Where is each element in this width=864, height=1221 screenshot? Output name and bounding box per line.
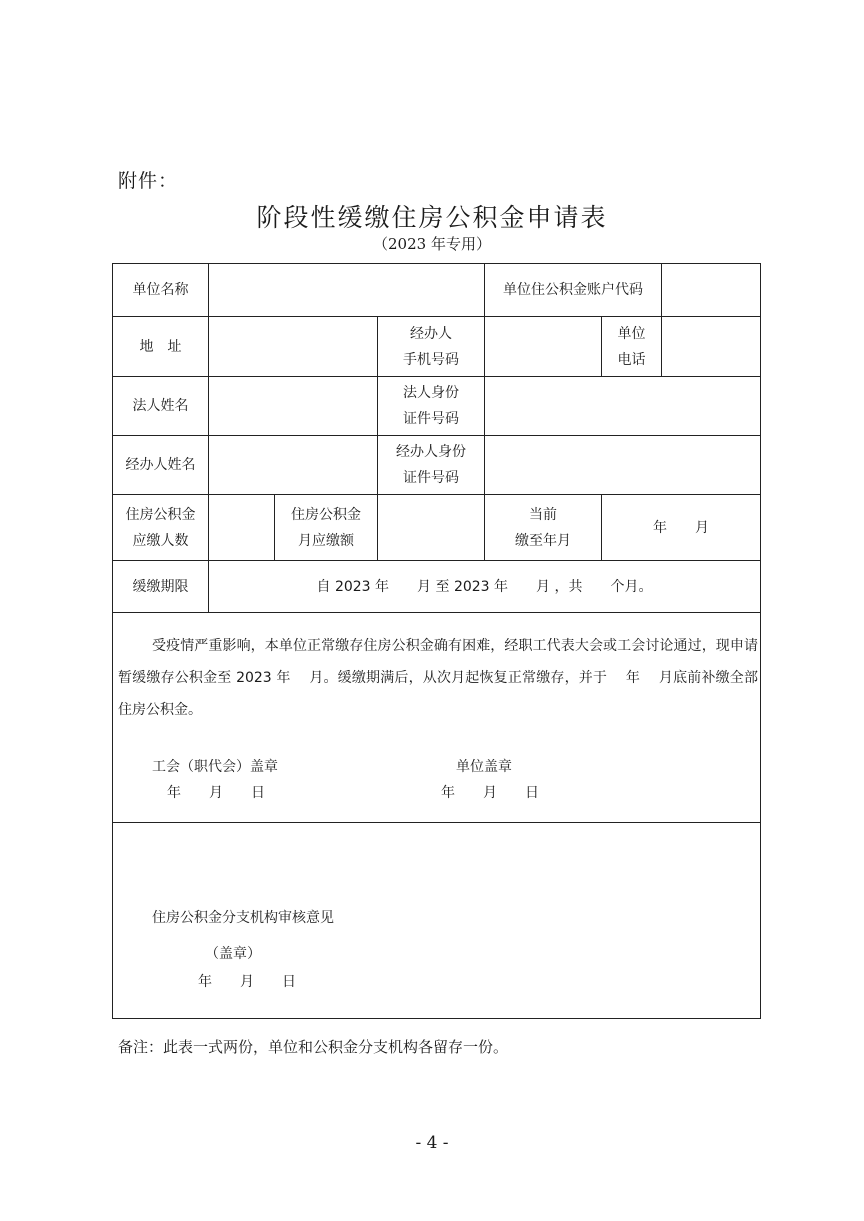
paid-until-field[interactable]: 年 月 <box>653 519 709 536</box>
form-title: 阶段性缓缴住房公积金申请表 <box>256 203 608 232</box>
unit-name-field[interactable] <box>209 264 484 316</box>
address-field[interactable] <box>209 317 377 376</box>
review-seal-label: （盖章） <box>205 946 261 962</box>
row-divider <box>112 612 761 613</box>
legal-id-field[interactable] <box>485 377 760 435</box>
handler-phone-field[interactable] <box>485 317 601 376</box>
account-code-field[interactable] <box>662 264 760 316</box>
legal-name-label: 法人姓名 <box>132 398 189 414</box>
deferral-period-label: 缓缴期限 <box>132 578 189 595</box>
unit-name-label: 单位名称 <box>132 282 189 298</box>
unit-seal-label: 单位盖章 <box>456 759 512 775</box>
form-subtitle: （2023 年专用） <box>373 235 491 253</box>
deferral-period-field[interactable]: 自 2023 年 月 至 2023 年 月 ，共 个月。 <box>316 578 653 595</box>
page-number: - 4 - <box>415 1133 449 1153</box>
unit-phone-label: 单位 电话 <box>617 325 646 368</box>
payers-count-label: 住房公积金 应缴人数 <box>125 506 196 549</box>
handler-name-label: 经办人姓名 <box>125 457 196 473</box>
review-date: 年 月 日 <box>198 974 296 990</box>
handler-phone-label: 经办人 手机号码 <box>403 325 459 368</box>
monthly-amount-label: 住房公积金 月应缴额 <box>291 506 361 549</box>
legal-name-field[interactable] <box>209 377 377 435</box>
account-code-label: 单位住公积金账户代码 <box>503 282 643 298</box>
payers-count-field[interactable] <box>209 495 274 560</box>
row-divider <box>112 822 761 823</box>
legal-id-label: 法人身份 证件号码 <box>403 385 459 427</box>
union-seal-label: 工会（职代会）盖章 <box>152 759 278 775</box>
handler-name-field[interactable] <box>209 436 377 494</box>
handler-id-label: 经办人身份 证件号码 <box>396 444 466 486</box>
statement-text: 受疫情严重影响，本单位正常缴存住房公积金确有困难，经职工代表大会或工会讨论通过，现申请暂缓缴存公积金至 2023 年 月。缓缴期满后，从次月起恢复正常缴存，并于 年 月底前补缴全部住房公积金。 <box>118 638 758 718</box>
unit-phone-field[interactable] <box>662 317 760 376</box>
review-opinion-label: 住房公积金分支机构审核意见 <box>152 910 334 926</box>
address-label: 地 址 <box>139 338 182 355</box>
form-note: 备注：此表一式两份，单位和公积金分支机构各留存一份。 <box>118 1038 509 1056</box>
table-border-bottom <box>112 1018 761 1019</box>
monthly-amount-field[interactable] <box>378 495 484 560</box>
unit-seal-date: 年 月 日 <box>441 785 539 801</box>
paid-until-label: 当前 缴至年月 <box>515 506 571 549</box>
handler-id-field[interactable] <box>485 436 760 494</box>
attachment-label: 附件： <box>118 170 179 192</box>
union-seal-date: 年 月 日 <box>167 785 265 801</box>
